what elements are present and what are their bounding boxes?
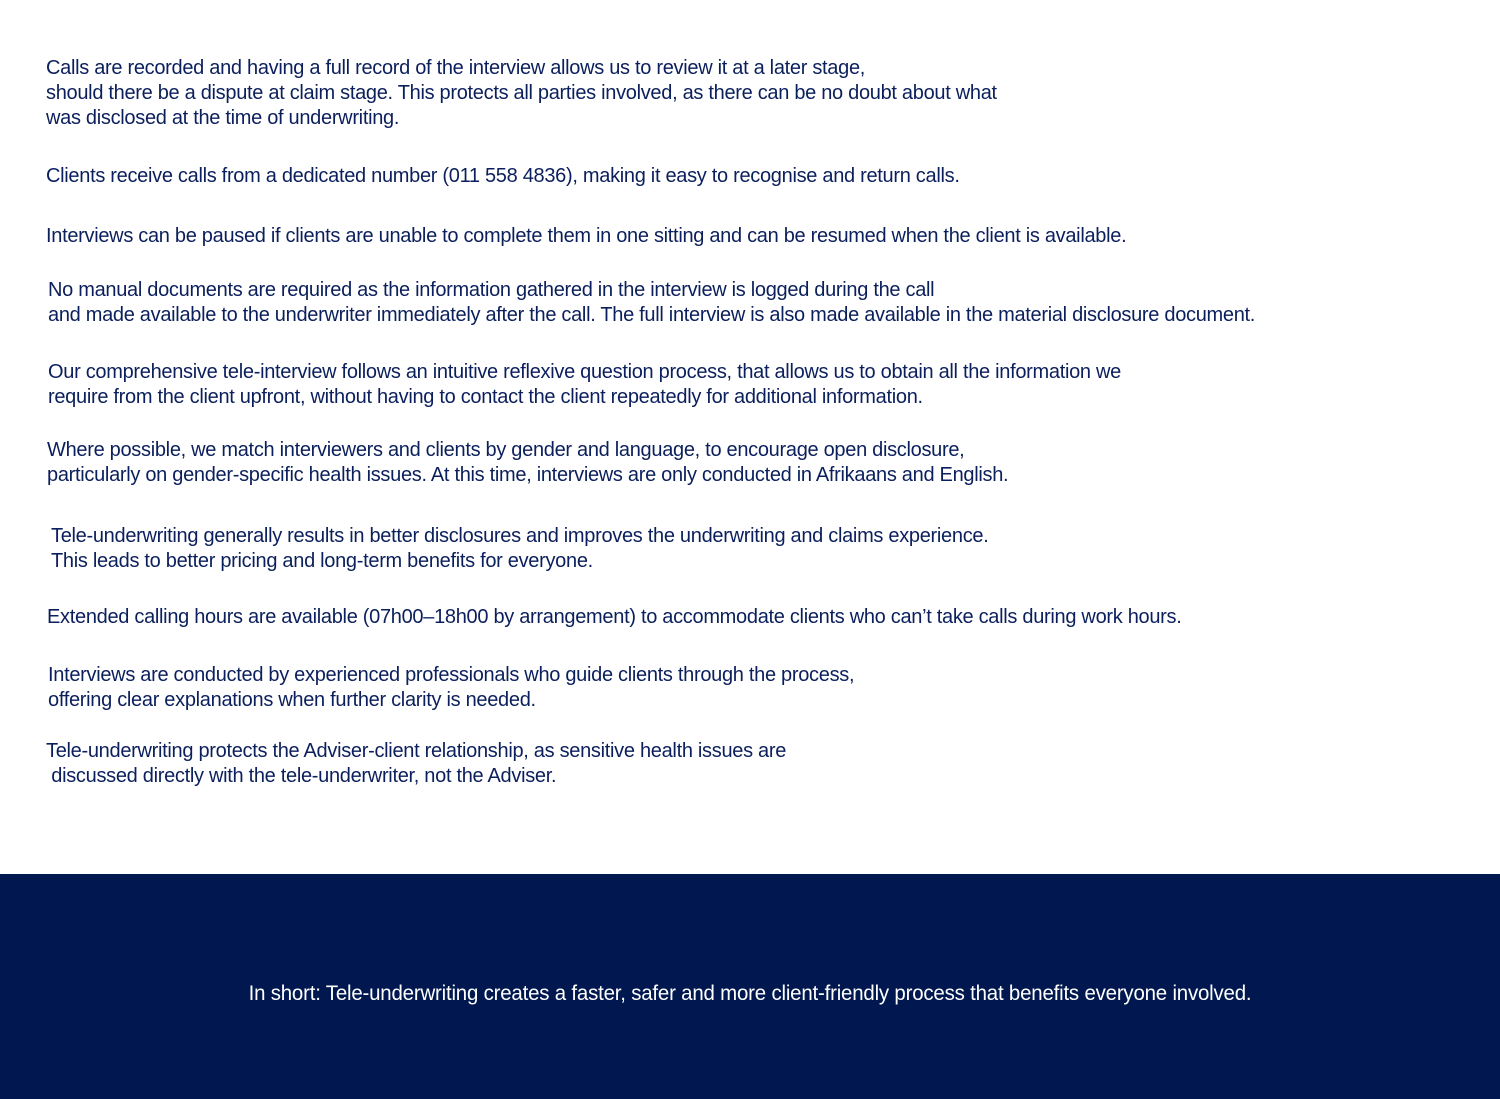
paragraph-line: Interviews can be paused if clients are unable to complete them in one sitting and can be resumed when the client is available. — [46, 225, 1127, 247]
paragraph-paused-interviews — [46, 224, 1126, 249]
paragraph-line: Tele-underwriting generally results in better disclosures and improves the underwriting and claims experience. — [51, 525, 989, 547]
paragraph-dedicated-number — [46, 164, 960, 189]
paragraph-line: This leads to better pricing and long-term benefits for everyone. — [51, 550, 593, 572]
paragraph-line: Clients receive calls from a dedicated number (011 558 4836), making it easy to recognise and return calls. — [46, 165, 960, 187]
paragraph-call-recording — [46, 56, 997, 131]
paragraph-extended-hours — [47, 605, 1182, 630]
paragraph-line: Where possible, we match interviewers and clients by gender and language, to encourage open disclosure, — [47, 439, 965, 461]
paragraph-line: Tele-underwriting protects the Adviser-client relationship, as sensitive health issues are — [46, 740, 787, 762]
paragraph-line: Our comprehensive tele-interview follows an intuitive reflexive question process, that allows us to obtain all the information we — [48, 361, 1121, 383]
paragraph-reflexive-questions — [48, 360, 1121, 410]
paragraph-line: was disclosed at the time of underwriting. — [46, 107, 400, 129]
paragraph-line: and made available to the underwriter immediately after the call. The full interview is also made available in the material disclosure document. — [48, 304, 1256, 326]
paragraph-line: Interviews are conducted by experienced professionals who guide clients through the process, — [48, 664, 855, 686]
paragraph-line: should there be a dispute at claim stage. This protects all parties involved, as there can be no doubt about what — [46, 82, 997, 104]
summary-text: In short: Tele-underwriting creates a faster, safer and more client-friendly process that benefits everyone involved. — [248, 982, 1252, 1005]
paragraph-gender-language-matching — [47, 438, 1008, 488]
paragraph-no-manual-documents — [48, 278, 1255, 328]
paragraph-experienced-professionals — [48, 663, 854, 713]
paragraph-better-disclosures — [51, 524, 988, 574]
paragraph-line: discussed directly with the tele-underwriter, not the Adviser. — [46, 765, 557, 787]
paragraph-line: No manual documents are required as the information gathered in the interview is logged during the call — [48, 279, 935, 301]
paragraph-line: offering clear explanations when further clarity is needed. — [48, 689, 536, 711]
paragraph-adviser-relationship — [46, 739, 786, 789]
summary-banner — [0, 874, 1500, 1099]
paragraph-line: require from the client upfront, without having to contact the client repeatedly for additional information. — [48, 386, 923, 408]
paragraph-line: Extended calling hours are available (07h00–18h00 by arrangement) to accommodate clients who can’t take calls during work hours. — [47, 606, 1182, 628]
paragraph-line: Calls are recorded and having a full record of the interview allows us to review it at a later stage, — [46, 57, 866, 79]
paragraph-line: particularly on gender-specific health issues. At this time, interviews are only conducted in Afrikaans and English. — [47, 464, 1009, 486]
